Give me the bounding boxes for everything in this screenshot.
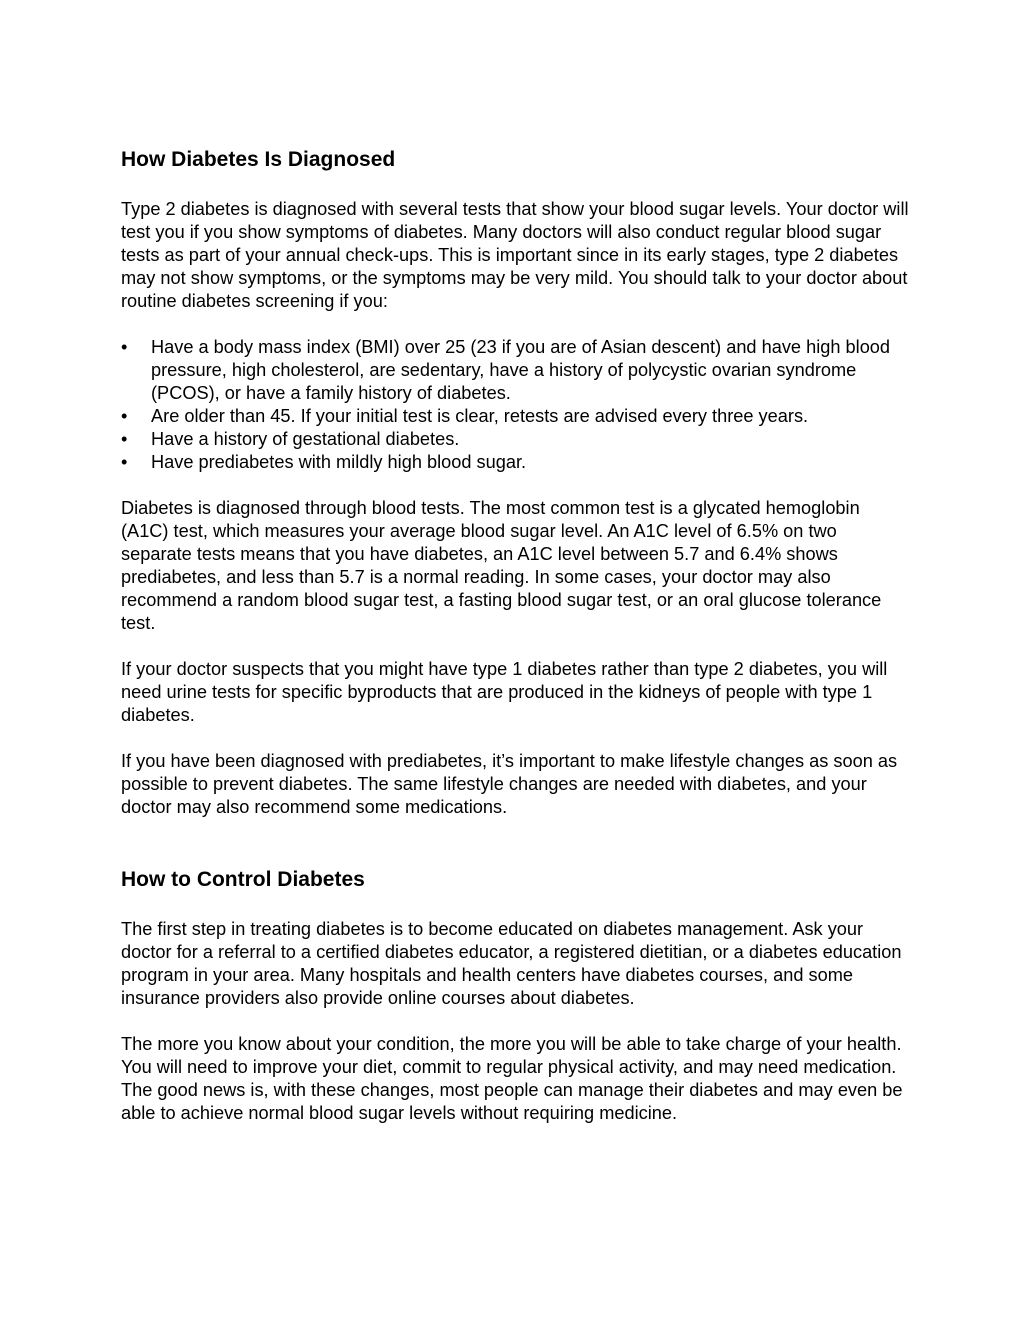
section-heading-control: How to Control Diabetes bbox=[121, 868, 365, 891]
section-heading-diagnosed: How Diabetes Is Diagnosed bbox=[121, 148, 396, 171]
list-item-text: Are older than 45. If your initial test is clear, retests are advised every three years. bbox=[151, 406, 809, 426]
list-item-text: Have a body mass index (BMI) over 25 (23 if you are of Asian descent) and have high blood pressure, high cholesterol, are sedentary, have a history of polycystic ovarian syndrome (PCOS), or have a family history of diabetes. bbox=[151, 337, 891, 403]
list-item bbox=[121, 451, 911, 474]
screening-criteria-list bbox=[121, 336, 911, 474]
bullet-icon: • bbox=[121, 337, 128, 357]
list-item-text: Have a history of gestational diabetes. bbox=[151, 429, 460, 449]
type1-paragraph: If your doctor suspects that you might have type 1 diabetes rather than type 2 diabetes, you will need urine tests for specific byproducts that are produced in the kidneys of people with type 1 diabetes. bbox=[121, 659, 888, 725]
list-item bbox=[121, 336, 911, 405]
list-item-text: Have prediabetes with mildly high blood sugar. bbox=[151, 452, 527, 472]
education-paragraph: The first step in treating diabetes is to become educated on diabetes management. Ask your doctor for a referral to a certified diabetes educator, a registered dietitian, or a diabetes education program in your area. Many hospitals and health centers have diabetes courses, and some insurance providers also provide online courses about diabetes. bbox=[121, 919, 902, 1008]
blood-tests-paragraph: Diabetes is diagnosed through blood tests. The most common test is a glycated hemoglobin (A1C) test, which measures your average blood sugar level. An A1C level of 6.5% on two separate tests means that you have diabetes, an A1C level between 5.7 and 6.4% shows prediabetes, and less than 5.7 is a normal reading. In some cases, your doctor may also recommend a random blood sugar test, a fasting blood sugar test, or an oral glucose tolerance test. bbox=[121, 498, 882, 633]
prediabetes-paragraph: If you have been diagnosed with prediabetes, it’s important to make lifestyle changes as soon as possible to prevent diabetes. The same lifestyle changes are needed with diabetes, and your doctor may also recommend some medications. bbox=[121, 751, 898, 817]
list-item bbox=[121, 405, 911, 428]
bullet-icon: • bbox=[121, 429, 128, 449]
bullet-icon: • bbox=[121, 452, 128, 472]
intro-paragraph: Type 2 diabetes is diagnosed with several tests that show your blood sugar levels. Your doctor will test you if you show symptoms of diabetes. Many doctors will also conduct regular blood sugar tests as part of your annual check-ups. This is important since in its early stages, type 2 diabetes may not show symptoms, or the symptoms may be very mild. You should talk to your doctor about routine diabetes screening if you: bbox=[121, 199, 909, 311]
list-item bbox=[121, 428, 911, 451]
document-page bbox=[121, 145, 911, 1125]
take-charge-paragraph: The more you know about your condition, the more you will be able to take charge of your health. You will need to improve your diet, commit to regular physical activity, and may need medication. The good news is, with these changes, most people can manage their diabetes and may even be able to achieve normal blood sugar levels without requiring medicine. bbox=[121, 1034, 903, 1123]
bullet-icon: • bbox=[121, 406, 128, 426]
